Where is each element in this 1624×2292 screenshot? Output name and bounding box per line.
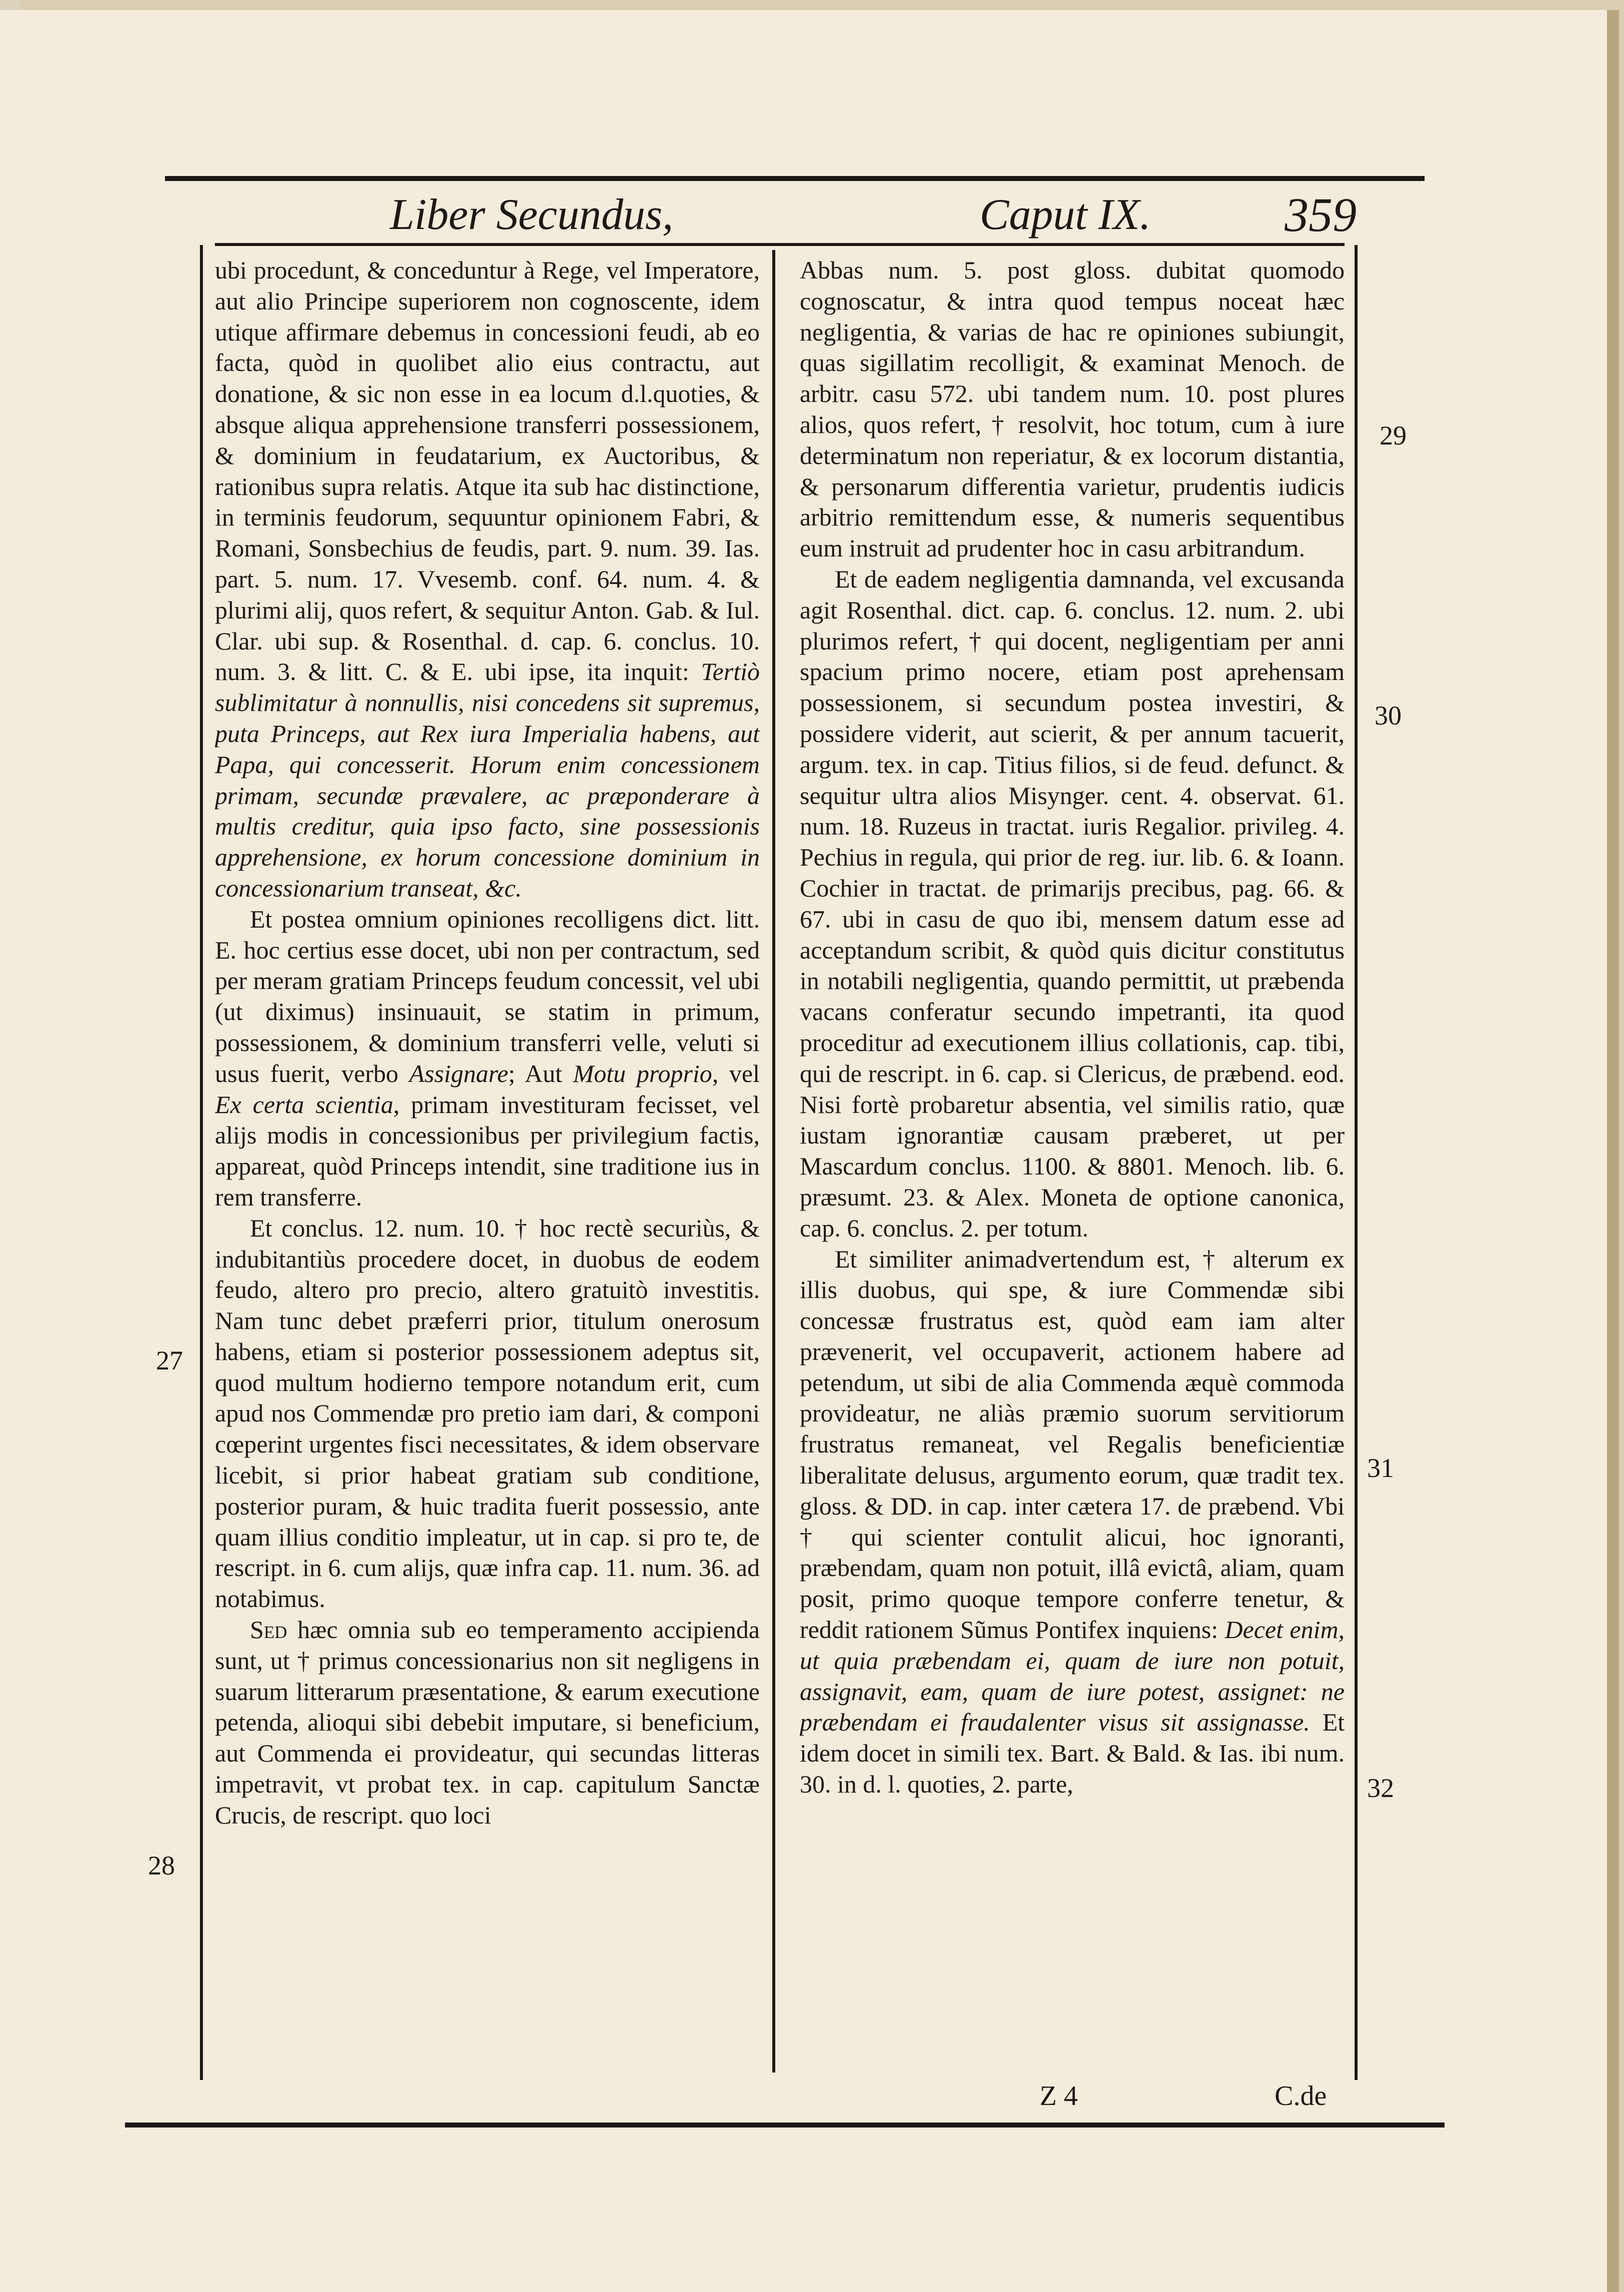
margin-note-27: 27 — [156, 1346, 183, 1376]
paragraph: Et similiter animadvertendum est, † alterum ex illis duobus, qui spe, & iure Commendæ sibi concessæ frustratus est, quòd eam iam alter prævenerit, vel occupaverit, actionem habere ad petendum, ut sibi de alia Commenda æquè commoda provideatur, ne aliàs præmio suorum servitiorum frustratus remaneat, vel Regalis beneficientiæ liberalitate delusus, argumento eorum, quæ tradit tex. gloss. & DD. in cap. inter cætera 17. de præbend. Vbi † qui scienter contulit alicui, hoc ignoranti, præbendam, quam non potuit, illâ evictâ, aliam, quam posit, primo quoque tempore conferre tenetur, & reddit rationem Sũmus Pontifex inquiens: Decet enim, ut quia præbendam ei, quam de iure non potuit, assignavit, eam, quam de iure potest, assignet: ne præbendam ei fraudalenter visus sit assignasse. Et idem docet in simili tex. Bart. & Bald. & Ias. ibi num. 30. in d. l. quoties, 2. parte, — [800, 1244, 1345, 1798]
paragraph: Sed hæc omnia sub eo temperamento accipienda sunt, ut † primus concessionarius non sit negligens in suarum litterarum præsentatione, & earum executione petenda, alioqui sibi debebit imputare, si beneficium, aut Commenda ei provideatur, qui secundas litteras impetravit, vt probat tex. in cap. capitulum Sanctæ Crucis, de rescript. quo loci — [215, 1616, 760, 1829]
paragraph: Abbas num. 5. post gloss. dubitat quomodo cognoscatur, & intra quod tempus noceat hæc negligentia, & varias de hac re opiniones subiungit, quas sigillatim recolligit, & examinat Menoch. de arbitr. casu 572. ubi tandem num. 10. post plures alios, quos refert, † resolvit, hoc totum, cum à iure determinatum non reperiatur, & ex locorum distantia, & personarum differentia varietur, prudentis iudicis arbitrio remittendum esse, & numeris sequentibus eum instruit ad prudenter hoc in casu arbitrandum. — [800, 256, 1345, 562]
column-divider — [772, 250, 775, 2072]
margin-note-32: 32 — [1367, 1773, 1394, 1803]
header-chapter-title: Caput IX. — [980, 190, 1151, 239]
right-text-column — [800, 255, 1345, 2065]
header-underline — [215, 243, 1345, 246]
margin-note-29: 29 — [1380, 420, 1407, 450]
header-rule — [165, 176, 1425, 181]
catchword: C.de — [1275, 2080, 1327, 2112]
left-column-border — [200, 245, 203, 2080]
page-number: 359 — [1285, 188, 1357, 242]
running-header — [165, 185, 1425, 245]
margin-note-28: 28 — [148, 1850, 175, 1880]
footer-rule — [125, 2122, 1445, 2128]
left-text-column — [215, 255, 760, 2065]
signature-mark: Z 4 — [1040, 2080, 1078, 2112]
margin-note-31: 31 — [1367, 1453, 1394, 1483]
margin-note-30: 30 — [1375, 700, 1402, 730]
paragraph: Et postea omnium opiniones recolligens dict. litt. E. hoc certius esse docet, ubi non per contractum, sed per meram gratiam Princeps feudum concessit, vel ubi (ut diximus) insinuauit, se statim in primum, possessionem, & dominium transferri velle, veluti si usus fuerit, verbo Assignare; Aut Motu proprio, vel Ex certa scientia, primam investituram fecisset, vel alijs modis in concessionibus per privilegium factis, appareat, quòd Princeps intendit, sine traditione ius in rem transferre. — [215, 904, 760, 1211]
paragraph: ubi procedunt, & conceduntur à Rege, vel Imperatore, aut alio Principe superiorem non cognoscente, idem utique affirmare debemus in concessioni feudi, ab eo facta, quòd in quolibet alio eius contractu, aut donatione, & sic non esse in ea locum d.l.quoties, & absque aliqua apprehensione transferri possessionem, & dominium in feudatarium, ex Auctoribus, & rationibus supra relatis. Atque ita sub hac distinctione, in terminis feudorum, sequuntur opinionem Fabri, & Romani, Sonsbechius de feudis, part. 9. num. 39. Ias. part. 5. num. 17. Vvesemb. conf. 64. num. 4. & plurimi alij, quos refert, & sequitur Anton. Gab. & Iul. Clar. ubi sup. & Rosenthal. d. cap. 6. conclus. 10. num. 3. & litt. C. & E. ubi ipse, ita inquit: Tertiò sublimitatur à nonnullis, nisi concedens sit supremus, puta Princeps, aut Rex iura Imperialia habens, aut Papa, qui concesserit. Horum enim concessionem primam, secundæ prævalere, ac præponderare à multis creditur, quia ipso facto, sine possessionis apprehensione, ex horum concessione dominium in concessionarium transeat, &c. — [215, 256, 760, 902]
paragraph: Et de eadem negligentia damnanda, vel excusanda agit Rosenthal. dict. cap. 6. conclus. 12. num. 2. ubi plurimos refert, † qui docent, negligentiam per anni spacium primo nocere, etiam post aprehensam possessionem, si secundum postea investiri, & possidere viderit, aut scierit, & per annum tacuerit, argum. tex. in cap. Titius filios, si de feud. defunct. & sequitur ultra alios Misynger. cent. 4. observat. 61. num. 18. Ruzeus in tractat. iuris Regalior. privileg. 4. Pechius in regula, qui prior de reg. iur. lib. 6. & Ioann. Cochier in tractat. de primarijs precibus, pag. 66. & 67. ubi in casu de quo ibi, mensem datum esse ad acceptandum scribit, & quòd quis dicitur constitutus in notabili negligentia, quando permittit, ut præbenda vacans conferatur secundo impetranti, ita quod proceditur ad executionem illius collationis, cap. tibi, qui de rescript. in 6. cap. si Clericus, de præbend. eod. Nisi fortè probaretur absentia, vel similis ratio, quæ iustam ignorantiæ causam præberet, ut per Mascardum conclus. 1100. & 8801. Menoch. lib. 6. præsumt. 23. & Alex. Moneta de optione canonica, cap. 6. conclus. 2. per totum. — [800, 564, 1345, 1242]
right-column-border — [1355, 245, 1358, 2080]
header-book-title: Liber Secundus, — [390, 190, 674, 239]
paragraph: Et conclus. 12. num. 10. † hoc rectè securiùs, & indubitantiùs procedere docet, in duobus de eodem feudo, altero pro precio, altero gratuitò investitis. Nam tunc debet præferri prior, titulum onerosum habens, etiam si posterior possessionem adeptus sit, quod multum hodierno tempore notandum erit, cum apud nos Commendæ pro pretio iam dari, & componi cœperint urgentes fisci necessitates, & idem observare licebit, si prior habeat gratiam sub conditione, posterior puram, & huic tradita fuerit possessio, ante quam illius conditio impleatur, ut in cap. si pro te, de rescript. in 6. cum alijs, quæ infra cap. 11. num. 36. ad notabimus. — [215, 1214, 760, 1613]
